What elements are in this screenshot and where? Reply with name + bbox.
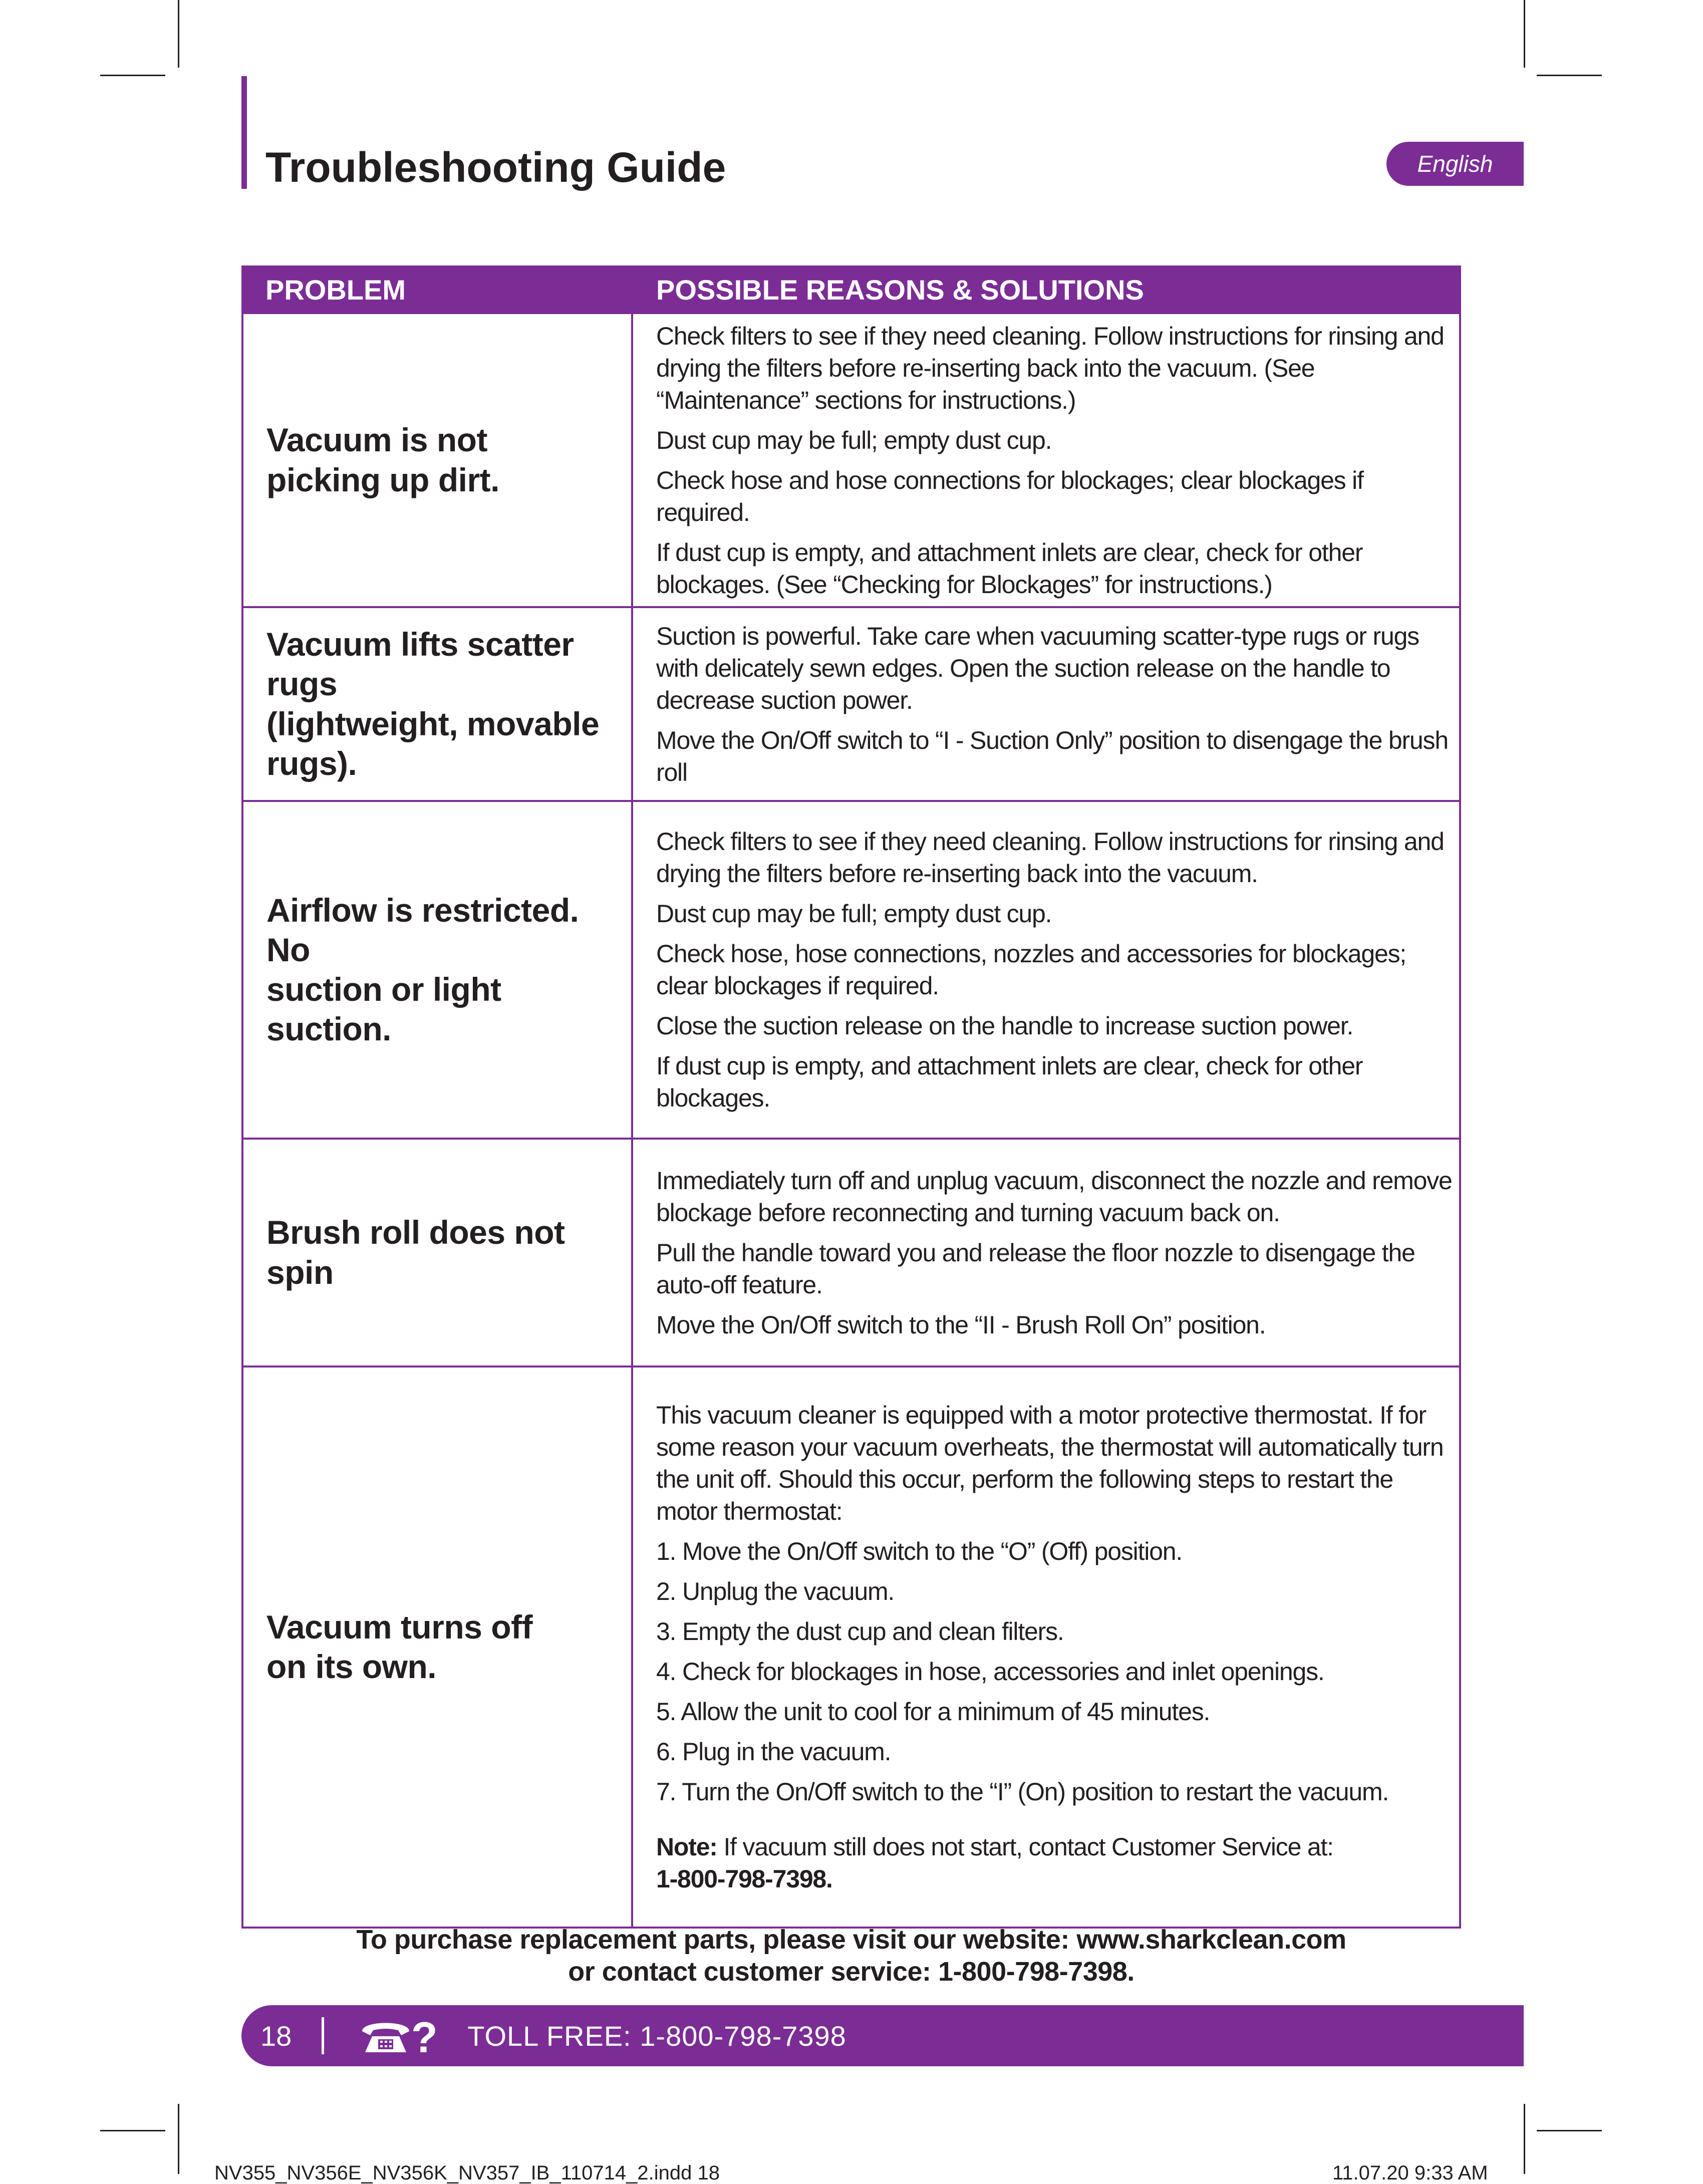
problem-cell: Vacuum lifts scatter rugs (lightweight, movable rugs). bbox=[243, 608, 633, 800]
problem-cell: Airflow is restricted. No suction or light suction. bbox=[243, 802, 633, 1138]
column-header-solutions: POSSIBLE REASONS & SOLUTIONS bbox=[656, 274, 1144, 306]
table-header bbox=[241, 265, 1461, 314]
note-text: If vacuum still does not start, contact Customer Service at: bbox=[717, 1833, 1333, 1861]
solution-text: Move the On/Off switch to the “II - Brush Roll On” position. bbox=[656, 1310, 1266, 1339]
table-body bbox=[241, 314, 1461, 1929]
solution-text: Check filters to see if they need cleaning. Follow instructions for rinsing and drying the filters before re-inserting back into the vacuum. (See “Maintenance” sections for instructions.) bbox=[656, 322, 1444, 414]
solution-text: If dust cup is empty, and attachment inlets are clear, check for other blockages. bbox=[656, 1052, 1363, 1112]
note-phone: 1-800-798-7398. bbox=[656, 1865, 832, 1893]
table-row bbox=[243, 1138, 1459, 1366]
title-accent-bar bbox=[241, 76, 247, 189]
column-header-problem: PROBLEM bbox=[265, 274, 406, 306]
solution-text: Check hose and hose connections for blockages; clear blockages if required. bbox=[656, 466, 1363, 526]
crop-mark-bottom-left-horizontal bbox=[100, 2130, 165, 2131]
footer-bar bbox=[241, 2005, 1524, 2066]
solution-text: Dust cup may be full; empty dust cup. bbox=[656, 426, 1052, 454]
footer-divider bbox=[322, 2017, 324, 2054]
solution-cell bbox=[633, 608, 1459, 800]
solution-text: Suction is powerful. Take care when vacuuming scatter-type rugs or rugs with delicately sewn edges. Open the suction release on the handle to decrease suction power. bbox=[656, 622, 1419, 714]
solution-step: 7. Turn the On/Off switch to the “I” (On) position to restart the vacuum. bbox=[656, 1778, 1389, 1806]
crop-mark-top-right-vertical bbox=[1524, 0, 1525, 68]
problem-cell: Brush roll does not spin bbox=[243, 1140, 633, 1366]
problem-cell: Vacuum is not picking up dirt. bbox=[243, 314, 633, 606]
crop-mark-bottom-left-vertical bbox=[178, 2104, 179, 2174]
crop-mark-top-left-vertical bbox=[178, 0, 179, 68]
solution-step: 4. Check for blockages in hose, accessories and inlet openings. bbox=[656, 1658, 1324, 1686]
solution-cell bbox=[633, 314, 1459, 606]
print-slug-timestamp: 11.07.20 9:33 AM bbox=[1332, 2162, 1488, 2184]
page-number: 18 bbox=[260, 2020, 292, 2052]
replacement-parts-info bbox=[241, 1924, 1461, 1988]
crop-mark-bottom-right-vertical bbox=[1524, 2104, 1525, 2174]
solution-text: Check filters to see if they need cleaning. Follow instructions for rinsing and drying the filters before re-inserting back into the vacuum. bbox=[656, 828, 1444, 888]
problem-cell: Vacuum turns off on its own. bbox=[243, 1368, 633, 1927]
parts-info-line-1: To purchase replacement parts, please visit our website: www.sharkclean.com bbox=[356, 1925, 1346, 1955]
table-row bbox=[243, 1366, 1459, 1927]
solution-step: 5. Allow the unit to cool for a minimum of 45 minutes. bbox=[656, 1698, 1210, 1726]
solution-text: Immediately turn off and unplug vacuum, disconnect the nozzle and remove blockage before reconnecting and turning vacuum back on. bbox=[656, 1166, 1452, 1227]
toll-free-number: TOLL FREE: 1-800-798-7398 bbox=[467, 2020, 846, 2052]
solution-step: 2. Unplug the vacuum. bbox=[656, 1577, 895, 1605]
parts-info-line-2: or contact customer service: 1-800-798-7398. bbox=[568, 1957, 1134, 1987]
phone-help-icon bbox=[359, 2016, 439, 2055]
language-tab[interactable]: English bbox=[1386, 142, 1524, 186]
solution-text: If dust cup is empty, and attachment inlets are clear, check for other blockages. (See “Checking for Blockages” for instructions.) bbox=[656, 538, 1363, 599]
crop-mark-top-left-horizontal bbox=[100, 75, 165, 76]
solution-step: 1. Move the On/Off switch to the “O” (Off) position. bbox=[656, 1537, 1183, 1565]
print-slug-filename: NV355_NV356E_NV356K_NV357_IB_110714_2.indd 18 bbox=[214, 2162, 720, 2184]
solution-cell bbox=[633, 1140, 1459, 1366]
table-row bbox=[243, 606, 1459, 800]
table-row bbox=[243, 800, 1459, 1138]
solution-cell bbox=[633, 1368, 1459, 1927]
crop-mark-bottom-right-horizontal bbox=[1537, 2130, 1602, 2131]
solution-text: Check hose, hose connections, nozzles and accessories for blockages; clear blockages if required. bbox=[656, 940, 1406, 1000]
solution-step: 6. Plug in the vacuum. bbox=[656, 1738, 891, 1766]
table-row bbox=[243, 314, 1459, 606]
solution-text: Move the On/Off switch to “I - Suction Only” position to disengage the brush roll bbox=[656, 726, 1448, 786]
solution-text: Pull the handle toward you and release the floor nozzle to disengage the auto-off feature. bbox=[656, 1238, 1415, 1299]
solution-cell bbox=[633, 802, 1459, 1138]
troubleshooting-table bbox=[241, 265, 1461, 1929]
service-note bbox=[656, 1831, 1453, 1895]
crop-mark-top-right-horizontal bbox=[1537, 75, 1602, 76]
solution-text: This vacuum cleaner is equipped with a motor protective thermostat. If for some reason your vacuum overheats, the thermostat will automatically turn the unit off. Should this occur, perform the following steps to restart the motor thermostat: bbox=[656, 1401, 1444, 1525]
svg-text:?: ? bbox=[411, 2016, 438, 2055]
page-title: Troubleshooting Guide bbox=[265, 144, 726, 191]
note-label: Note: bbox=[656, 1833, 717, 1861]
solution-text: Dust cup may be full; empty dust cup. bbox=[656, 900, 1052, 928]
solution-step: 3. Empty the dust cup and clean filters. bbox=[656, 1617, 1064, 1646]
solution-text: Close the suction release on the handle to increase suction power. bbox=[656, 1012, 1353, 1040]
